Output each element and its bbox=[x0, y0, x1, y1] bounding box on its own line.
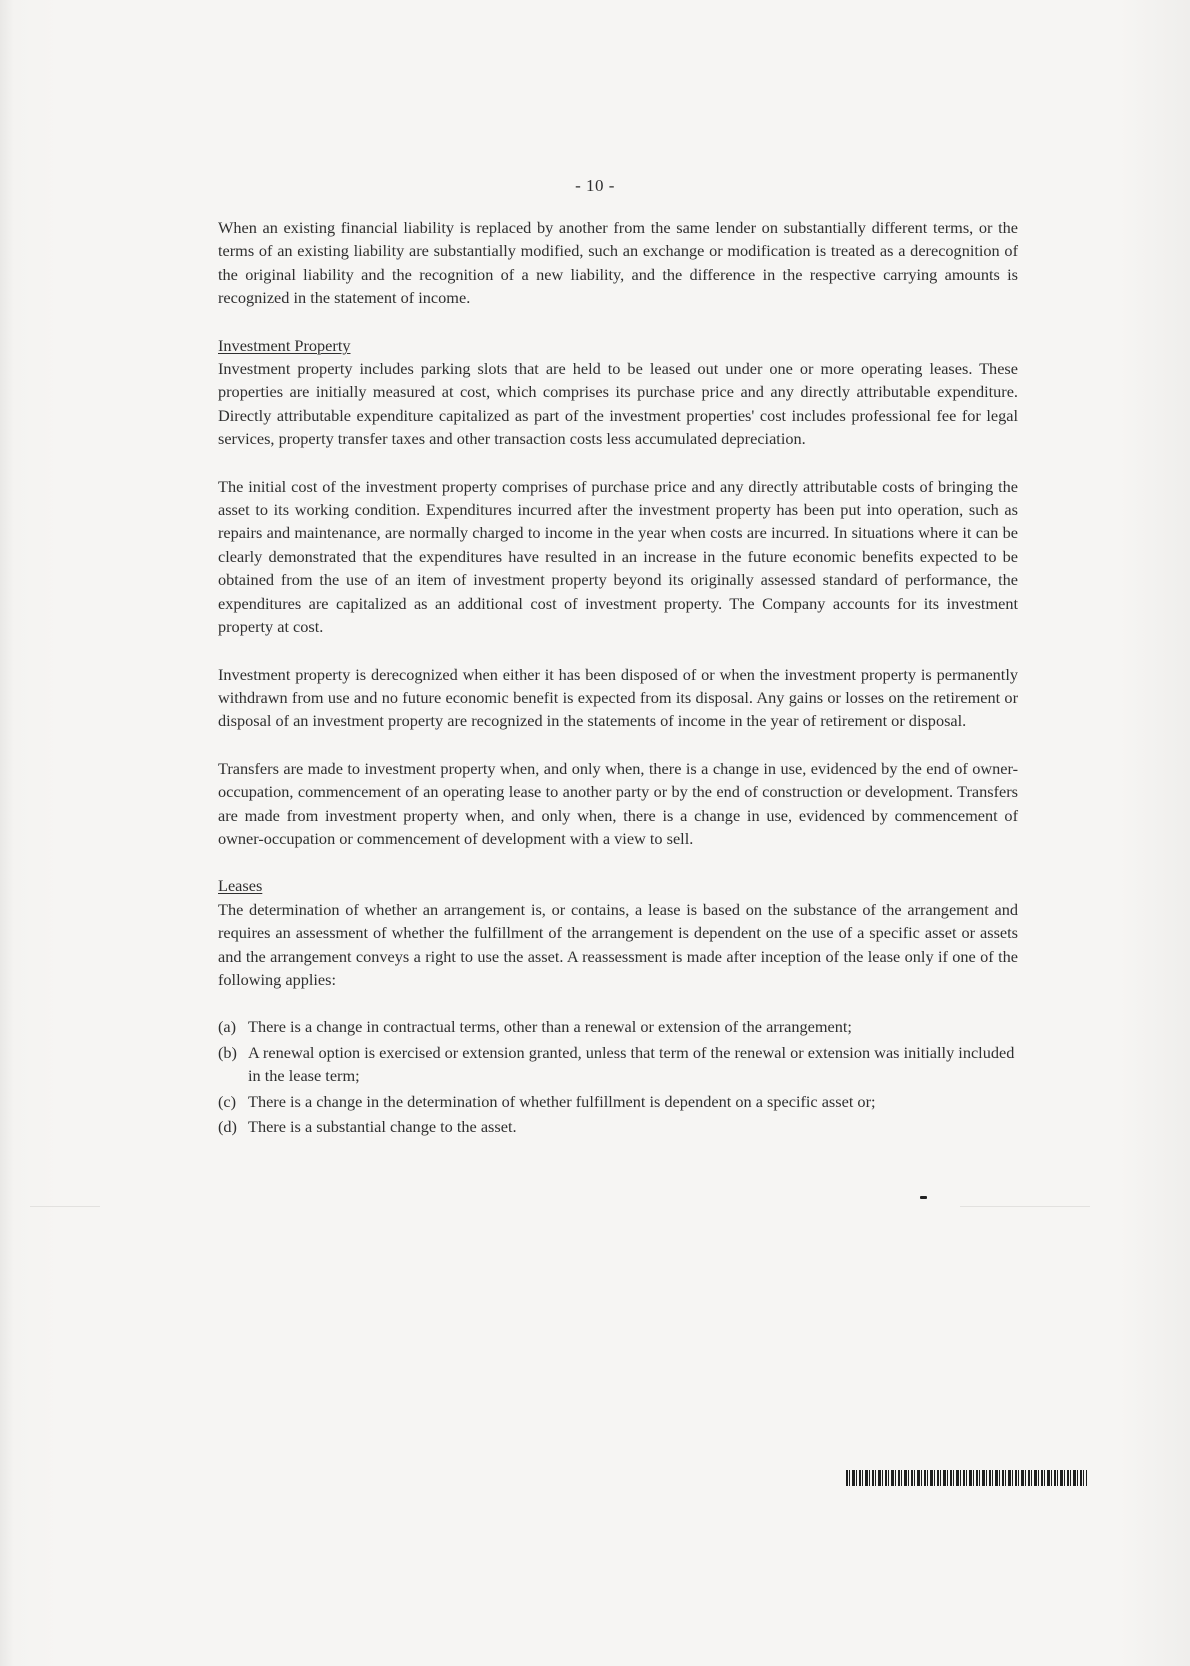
page-number: - 10 - bbox=[575, 176, 615, 195]
list-item bbox=[218, 1041, 1018, 1088]
document-body bbox=[218, 216, 1018, 1140]
heading-investment-property: Investment Property bbox=[218, 335, 351, 355]
paragraph-investment-property-2: The initial cost of the investment property comprises of purchase price and any directly attributable costs of bringing the asset to its working condition. Expenditures incurred after the investment property has been put into operation, such as repairs and maintenance, are normally charged to income in the year when costs are incurred. In situations where it can be clearly demonstrated that the expenditures have resulted in an increase in the future economic benefits expected to be obtained from the use of an item of investment property beyond its originally assessed standard of performance, the expenditures are capitalized as an additional cost of investment property. The Company accounts for its investment property at cost. bbox=[218, 476, 1018, 637]
list-item bbox=[218, 1090, 1018, 1113]
list-item-marker: (c) bbox=[218, 1091, 237, 1111]
list-item-text: A renewal option is exercised or extension granted, unless that term of the renewal or extension was initially included in the lease term; bbox=[248, 1042, 1015, 1086]
paragraph-investment-property-3: Investment property is derecognized when either it has been disposed of or when the investment property is permanently withdrawn from use and no future economic benefit is expected from its disposal. Any gains or losses on the retirement or disposal of an investment property are recognized in the statements of income in the year of retirement or disposal. bbox=[218, 664, 1018, 731]
barcode-icon bbox=[846, 1470, 1087, 1486]
list-item-text: There is a substantial change to the asset. bbox=[248, 1117, 517, 1136]
list-item-marker: (a) bbox=[218, 1017, 237, 1037]
paragraph-financial-liability: When an existing financial liability is replaced by another from the same lender on substantially different terms, or the terms of an existing liability are substantially modified, such an exchange or modification is treated as a derecognition of the original liability and the recognition of a new liability, and the difference in the respective carrying amounts is recognized in the statement of income. bbox=[218, 218, 1018, 308]
lease-conditions-list bbox=[218, 1015, 1018, 1138]
scan-fold-line bbox=[960, 1206, 1090, 1207]
section-investment-property bbox=[218, 334, 1018, 851]
section-leases bbox=[218, 874, 1018, 1138]
list-item-text: There is a change in the determination of whether fulfillment is dependent on a specific asset or; bbox=[248, 1091, 876, 1111]
paragraph-investment-property-1: Investment property includes parking slots that are held to be leased out under one or more operating leases. These properties are initially measured at cost, which comprises its purchase price and any directly attributable expenditure. Directly attributable expenditure capitalized as part of the investment properties' cost includes professional fee for legal services, property transfer taxes and other transaction costs less accumulated depreciation. bbox=[218, 359, 1018, 449]
scan-mark bbox=[920, 1196, 927, 1199]
paragraph-investment-property-4: Transfers are made to investment property when, and only when, there is a change in use, evidenced by the end of owner-occupation, commencement of an operating lease to another party or by the end of construction or development. Transfers are made from investment property when, and only when, there is a change in use, evidenced by commencement of owner-occupation or commencement of development with a view to sell. bbox=[218, 758, 1018, 848]
list-item-marker: (d) bbox=[218, 1117, 237, 1136]
list-item-marker: (b) bbox=[218, 1042, 237, 1062]
scan-fold-line bbox=[30, 1206, 100, 1207]
list-item-text: There is a change in contractual terms, other than a renewal or extension of the arrangement; bbox=[248, 1017, 852, 1037]
list-item bbox=[218, 1015, 1018, 1038]
list-item bbox=[218, 1115, 1018, 1138]
heading-leases: Leases bbox=[218, 876, 263, 896]
paragraph-leases-intro: The determination of whether an arrangement is, or contains, a lease is based on the substance of the arrangement and requires an assessment of whether the fulfillment of the arrangement is dependent on the use of a specific asset or assets and the arrangement conveys a right to use the asset. A reassessment is made after inception of the lease only if one of the following applies: bbox=[218, 899, 1018, 989]
